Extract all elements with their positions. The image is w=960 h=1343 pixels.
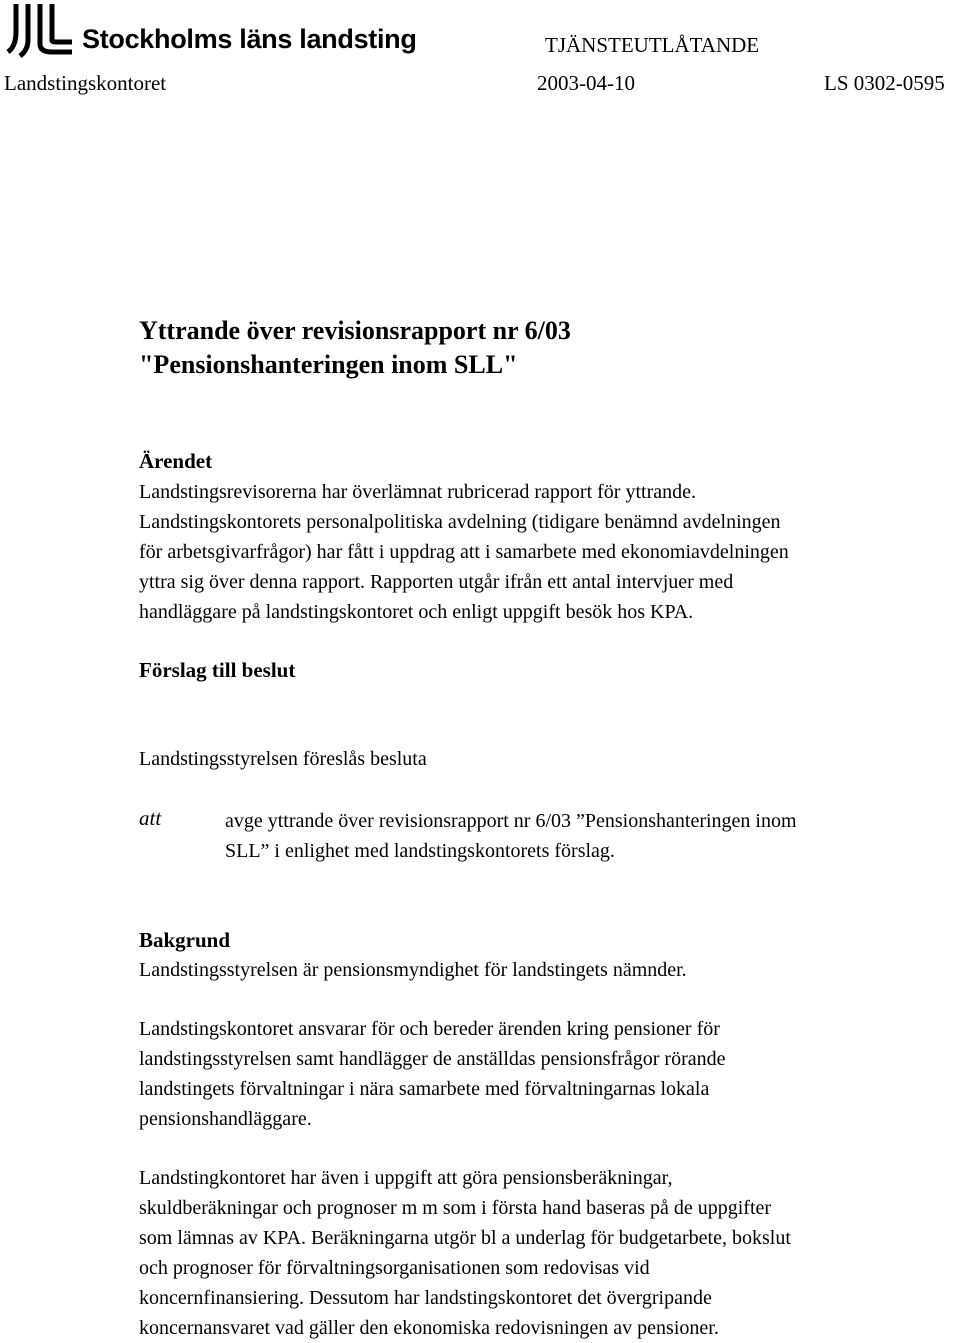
text-line: Landstingskontorets personalpolitiska avdelning (tidigare benämnd avdelningen [139, 511, 781, 533]
text-line: skuldberäkningar och prognoser m m som i första hand baseras på de uppgifter [139, 1197, 772, 1219]
heading-arendet: Ärendet [139, 449, 213, 473]
decision-item [225, 806, 925, 866]
text-line: landstingets förvaltningar i nära samarbete med förvaltningarnas lokala [139, 1078, 710, 1100]
bakgrund-paragraph-3 [139, 1163, 939, 1343]
att-label: att [139, 806, 162, 830]
forslag-intro: Landstingsstyrelsen föreslås besluta [139, 748, 427, 770]
text-line: och prognoser för förvaltningsorganisationen som redovisas vid [139, 1257, 650, 1279]
text-line: SLL” i enlighet med landstingskontorets förslag. [225, 840, 615, 862]
document-type: TJÄNSTEUTLÅTANDE [545, 33, 760, 57]
office-name: Landstingskontoret [4, 71, 167, 95]
bakgrund-paragraph-1: Landstingsstyrelsen är pensionsmyndighet för landstingets nämnder. [139, 959, 687, 981]
logo [6, 2, 426, 60]
arendet-paragraph [139, 477, 939, 627]
text-line: Landstingskontoret ansvarar för och bereder ärenden kring pensioner för [139, 1018, 720, 1040]
text-line: pensionshandläggare. [139, 1108, 312, 1130]
heading-forslag: Förslag till beslut [139, 658, 296, 682]
document-date: 2003-04-10 [537, 71, 635, 95]
text-line: Landstingkontoret har även i uppgift att göra pensionsberäkningar, [139, 1167, 673, 1189]
text-line: Landstingsrevisorerna har överlämnat rubricerad rapport för yttrande. [139, 481, 696, 503]
text-line: koncernfinansiering. Dessutom har landstingskontoret det övergripande [139, 1287, 712, 1309]
title-line-1: Yttrande över revisionsrapport nr 6/03 [139, 316, 571, 345]
text-line: landstingsstyrelsen samt handlägger de anställdas pensionsfrågor rörande [139, 1048, 726, 1070]
logo-text: Stockholms läns landsting [82, 24, 417, 54]
text-line: avge yttrande över revisionsrapport nr 6/03 ”Pensionshanteringen inom [225, 810, 797, 832]
text-line: som lämnas av KPA. Beräkningarna utgör bl a underlag för budgetarbete, bokslut [139, 1227, 791, 1249]
text-line: för arbetsgivarfrågor) har fått i uppdrag att i samarbete med ekonomiavdelningen [139, 541, 789, 563]
document-title [139, 314, 571, 382]
text-line: koncernansvaret vad gäller den ekonomiska redovisningen av pensioner. [139, 1317, 719, 1339]
heading-bakgrund: Bakgrund [139, 928, 231, 952]
title-line-2: "Pensionshanteringen inom SLL" [139, 350, 518, 379]
reference-number: LS 0302-0595 [824, 71, 945, 95]
text-line: yttra sig över denna rapport. Rapporten utgår ifrån ett antal intervjuer med [139, 571, 734, 593]
text-line: handläggare på landstingskontoret och enligt uppgift besök hos KPA. [139, 601, 694, 623]
sll-logo-mark-icon [6, 2, 76, 58]
bakgrund-paragraph-2 [139, 1014, 939, 1134]
